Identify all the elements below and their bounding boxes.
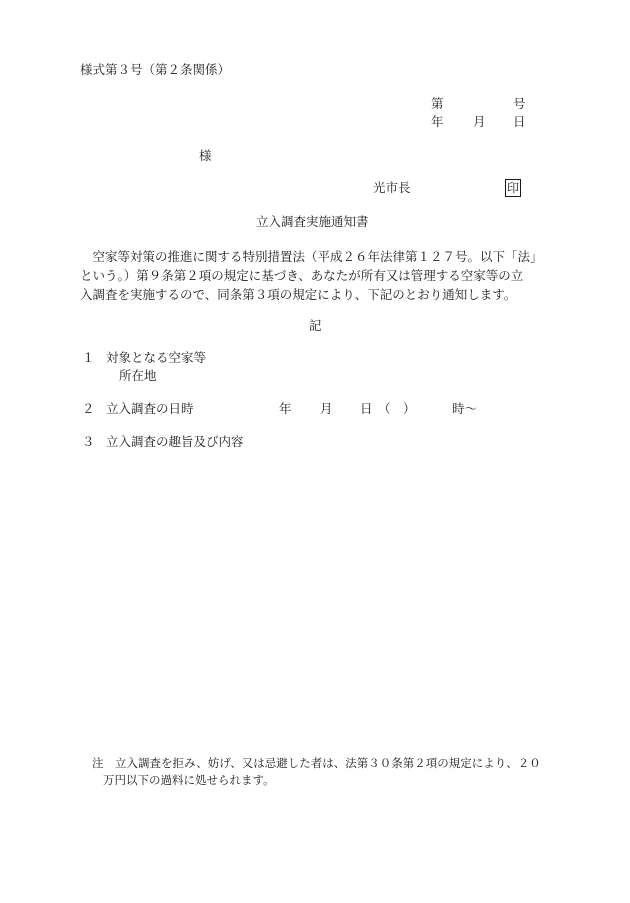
body-line-3: 入調査を実施するので、同条第３項の規定により、下記のとおり通知します。 bbox=[80, 287, 517, 302]
footnote-line-2: 万円以下の過料に処せられます。 bbox=[103, 773, 275, 787]
body-line-1: 空家等対策の推進に関する特別措置法（平成２６年法律第１２７号。以下「法」 bbox=[80, 249, 543, 264]
footnote bbox=[92, 755, 562, 789]
item-2-hour: 時～ bbox=[452, 401, 478, 416]
item-2-day: 日 bbox=[360, 401, 373, 416]
ki-heading: 記 bbox=[309, 318, 322, 333]
issue-date-month: 月 bbox=[473, 114, 486, 129]
item-2-year: 年 bbox=[279, 401, 292, 416]
issuer-name: 光市長 bbox=[373, 180, 411, 195]
item-3-label: 立入調査の趣旨及び内容 bbox=[106, 434, 244, 449]
item-2-weekday: （ ） bbox=[378, 401, 416, 416]
issue-number-prefix: 第 bbox=[431, 96, 444, 111]
item-1-label: 対象となる空家等 bbox=[106, 350, 207, 365]
issue-date-day: 日 bbox=[513, 114, 526, 129]
document-title: 立入調査実施通知書 bbox=[256, 214, 369, 229]
item-1-number: １ bbox=[82, 350, 95, 365]
form-number: 様式第３号（第２条関係） bbox=[80, 62, 231, 77]
addressee-honorific: 様 bbox=[199, 148, 212, 163]
issue-date-year: 年 bbox=[431, 114, 444, 129]
issue-number-suffix: 号 bbox=[513, 96, 526, 111]
body-paragraph bbox=[80, 247, 550, 304]
item-2-number: ２ bbox=[82, 401, 95, 416]
item-2-label: 立入調査の日時 bbox=[106, 401, 194, 416]
item-3-number: ３ bbox=[82, 434, 95, 449]
item-2-month: 月 bbox=[320, 401, 333, 416]
item-1-sub-label: 所在地 bbox=[119, 368, 157, 383]
footnote-line-1: 注 立入調査を拒み、妨げ、又は忌避した者は、法第３０条第２項の規定により、２０ bbox=[92, 756, 541, 770]
seal-mark: 印 bbox=[506, 181, 519, 195]
body-line-2: という。）第９条第２項の規定に基づき、あなたが所有又は管理する空家等の立 bbox=[80, 268, 524, 283]
